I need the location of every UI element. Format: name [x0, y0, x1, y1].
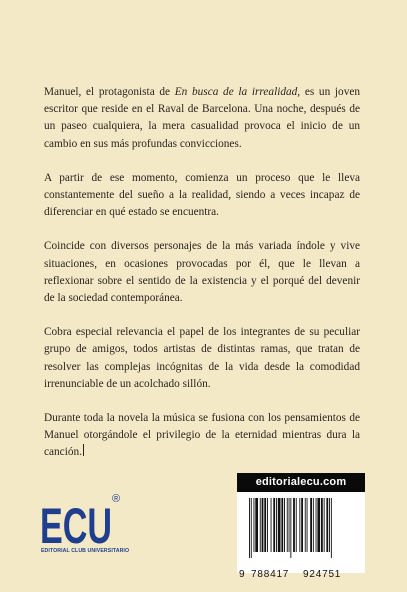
- barcode-bar: [267, 498, 268, 552]
- barcode-bar: [307, 498, 308, 552]
- barcode-bar: [281, 498, 283, 552]
- barcode-bar: [326, 498, 328, 552]
- logo-letters: ECU: [40, 498, 112, 547]
- barcode-bar: [251, 498, 252, 558]
- synopsis-paragraph-4: Cobra especial relevancia el papel de los integrantes de su peculiar grupo de amigos, todos artistas de distintas ramas, que tratan de resolver las complejas incógnitas de la vida desde la comodidad irrenunciable de un acolchado sillón.: [44, 326, 360, 390]
- barcode-bar: [329, 498, 330, 552]
- book-title: En busca de la irrealidad,: [174, 86, 301, 98]
- barcode-bar: [299, 498, 300, 552]
- isbn-left-group: 788417: [251, 569, 290, 580]
- barcode-bar: [290, 498, 291, 558]
- logo-caption: EDITORIAL CLUB UNIVERSITARIO: [41, 548, 130, 554]
- synopsis-text: es un joven escritor que reside en el Raval de Barcelona. Una noche, después de un paseo cualquiera, la mera casualidad provoca el inicio de un cambio en sus más profundas convicciones.: [44, 86, 361, 150]
- barcode-bars: [237, 492, 365, 573]
- isbn-right-group: 924751: [303, 569, 342, 580]
- publisher-website: editorialecu.com: [237, 473, 365, 492]
- barcode-bar: [317, 498, 320, 552]
- barcode-bar: [331, 498, 332, 558]
- barcode-bar: [293, 498, 295, 552]
- barcode-bar: [262, 498, 264, 552]
- isbn-barcode: [237, 473, 365, 580]
- barcode-bar: [254, 498, 255, 552]
- back-cover-synopsis: [44, 84, 360, 479]
- barcode-bar: [289, 498, 290, 552]
- barcode-bar: [260, 498, 261, 552]
- synopsis-text: Durante toda la novela la música se fusiona con los pensamientos de Manuel otorgándole el privilegio de la eternidad mientras dura la canción.: [44, 412, 360, 459]
- barcode-bar: [278, 498, 281, 552]
- barcode-bar: [255, 498, 258, 552]
- barcode-bar: [271, 498, 272, 552]
- barcode-bar: [276, 498, 277, 552]
- barcode-bar: [249, 498, 250, 558]
- barcode-bar: [284, 498, 285, 552]
- registered-mark: ®: [112, 493, 121, 505]
- barcode-area: [237, 492, 365, 580]
- barcode-bar: [321, 498, 323, 552]
- text-cursor: [83, 444, 84, 456]
- barcode-bar: [264, 498, 266, 552]
- synopsis-paragraph-3: Coincide con diversos personajes de la más variada índole y vive situaciones, en ocasiones provocadas por él, que le llevan a reflexionar sobre el sentido de la existencia y el porqué del devenir de la sociedad contemporánea.: [44, 240, 360, 305]
- barcode-bar: [287, 498, 288, 552]
- barcode-bar: [316, 498, 317, 552]
- isbn-first-digit: 9: [239, 569, 245, 580]
- barcode-bar: [324, 498, 325, 552]
- barcode-bar: [273, 498, 275, 552]
- barcode-bar: [313, 498, 314, 552]
- barcode-bar: [310, 498, 312, 552]
- synopsis-paragraph-5: [44, 410, 360, 462]
- publisher-logo: [40, 493, 150, 567]
- barcode-bar: [301, 498, 303, 552]
- barcode-bar: [296, 498, 297, 552]
- synopsis-text: Manuel, el protagonista de: [44, 86, 175, 98]
- synopsis-paragraph-1: [44, 84, 360, 153]
- synopsis-paragraph-2: A partir de ese momento, comienza un proceso que le lleva constantemente del sueño a la realidad, siendo a veces incapaz de diferenciar en qué estado se encuentra.: [44, 171, 360, 219]
- barcode-bar: [305, 498, 306, 552]
